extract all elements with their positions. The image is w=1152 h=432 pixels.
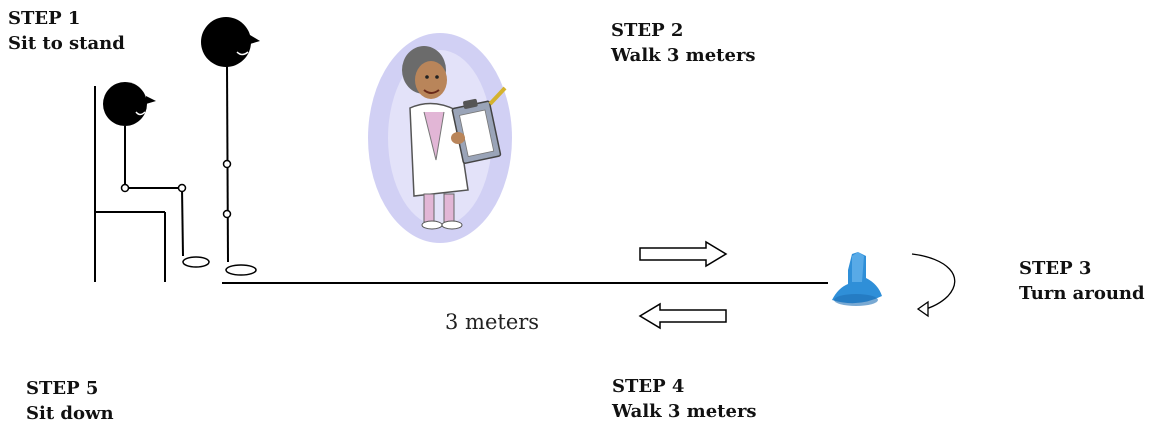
distance-label: 3 meters — [445, 310, 540, 334]
step-5-title: STEP 5 — [26, 378, 99, 399]
step-2-caption: Walk 3 meters — [611, 45, 756, 66]
clinician-clipart — [368, 33, 512, 243]
step-4-title: STEP 4 — [612, 376, 685, 397]
step-5-label — [26, 376, 114, 426]
step-3-caption: Turn around — [1019, 283, 1145, 304]
step-3-label — [1019, 256, 1145, 306]
walk-out-arrow — [640, 242, 726, 266]
step-4-label — [612, 374, 757, 424]
step-1-caption: Sit to stand — [8, 33, 125, 54]
step-4-caption: Walk 3 meters — [612, 401, 757, 422]
step-5-caption: Sit down — [26, 403, 114, 424]
turn-around-arrow — [912, 254, 955, 316]
standing-person-figure — [201, 17, 260, 275]
step-3-title: STEP 3 — [1019, 258, 1092, 279]
walk-back-arrow — [640, 304, 726, 328]
cone-marker — [832, 252, 882, 306]
step-1-title: STEP 1 — [8, 8, 81, 29]
step-2-title: STEP 2 — [611, 20, 684, 41]
step-1-label — [8, 6, 125, 56]
seated-person-figure — [103, 82, 209, 267]
step-2-label — [611, 18, 756, 68]
